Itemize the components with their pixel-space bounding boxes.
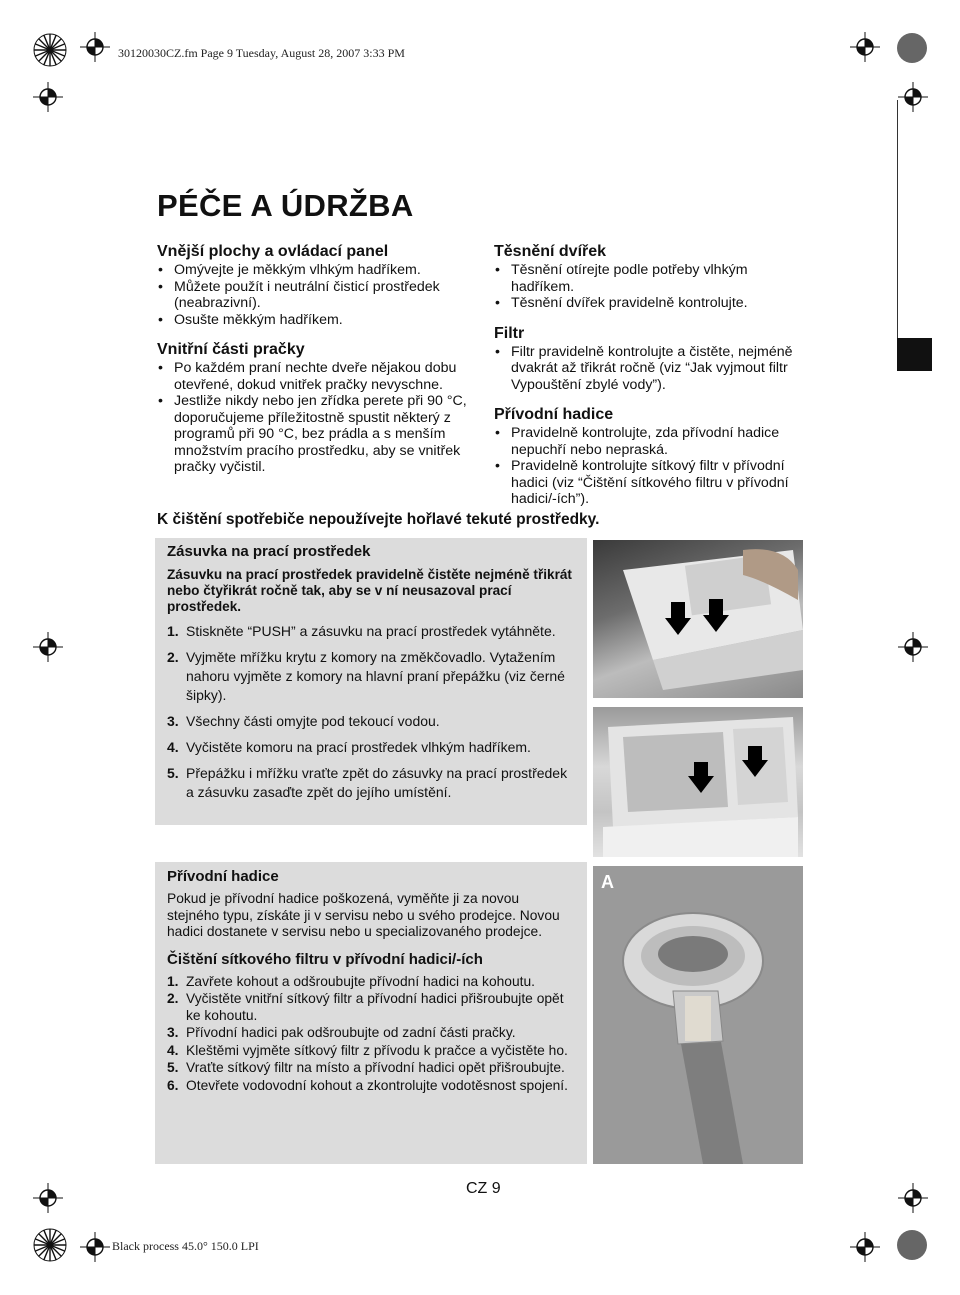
registration-star-icon bbox=[33, 1228, 67, 1262]
step-number: 3. bbox=[167, 713, 179, 729]
step-number: 6. bbox=[167, 1077, 179, 1093]
step-item bbox=[167, 1078, 575, 1095]
crosshair-icon bbox=[898, 1183, 928, 1213]
section-heading: Vnější plochy a ovládací panel bbox=[157, 243, 389, 260]
hose-filter-photo bbox=[593, 866, 803, 1164]
step-number: 5. bbox=[167, 765, 179, 781]
list-item: • Těsnění otírejte podle potřeby vlhkým hadříkem. bbox=[494, 262, 814, 295]
section-interior bbox=[157, 341, 477, 476]
box-lead: Zásuvku na prací prostředek pravidelně čistěte nejméně třikrát nebo čtyřikrát ročně tak, aby se v ní neusazoval prací prostředek. bbox=[167, 567, 572, 614]
detergent-drawer-box bbox=[155, 538, 587, 825]
step-item bbox=[167, 712, 575, 731]
photo-label: A bbox=[601, 872, 614, 892]
step-text: Otevřete vodovodní kohout a zkontrolujte vodotěsnost spojení. bbox=[186, 1077, 568, 1093]
step-item bbox=[167, 1025, 575, 1042]
list-item: • Filtr pravidelně kontrolujte a čistěte, nejméně dvakrát až třikrát ročně (viz “Jak vyjmout filtr Vypouštění zbylé vody”). bbox=[494, 344, 814, 394]
step-text: Vraťte sítkový filtr na místo a přívodní hadici opět přišroubujte. bbox=[186, 1060, 565, 1075]
step-text: Vyčistěte komoru na prací prostředek vlhkým hadříkem. bbox=[186, 739, 531, 755]
section-inlet-hose bbox=[494, 406, 814, 508]
step-number: 2. bbox=[167, 991, 179, 1006]
step-text: Všechny části omyjte pod tekoucí vodou. bbox=[186, 713, 440, 729]
section-heading: Filtr bbox=[494, 324, 525, 342]
step-text: Přívodní hadici pak odšroubujte od zadní části pračky. bbox=[186, 1025, 516, 1040]
inlet-hose-box bbox=[155, 862, 587, 1164]
left-column bbox=[157, 243, 477, 489]
step-number: 5. bbox=[167, 1060, 179, 1075]
step-text: Kleštěmi vyjměte sítkový filtr z přívodu k pračce a vyčistěte ho. bbox=[186, 1042, 568, 1058]
box-paragraph: Pokud je přívodní hadice poškozená, vyměňte ji za novou stejného typu, získáte ji v servisu nebo u svého prodejce. Novou hadici dostanete v servisu nebo u specializovaného prodejce. bbox=[167, 891, 560, 939]
crosshair-icon bbox=[80, 32, 110, 62]
section-filter bbox=[494, 325, 814, 394]
step-item bbox=[167, 738, 575, 757]
section-heading: Těsnění dvířek bbox=[494, 243, 607, 260]
step-text: Přepážku i mřížku vraťte zpět do zásuvky na prací prostředek a zásuvku zasaďte zpět do jejího umístění. bbox=[186, 765, 568, 800]
step-number: 1. bbox=[167, 623, 179, 639]
step-text: Zavřete kohout a odšroubujte přívodní hadici na kohoutu. bbox=[186, 973, 535, 989]
list-item: • Můžete použít i neutrální čisticí prostředek (neabrazivní). bbox=[157, 279, 477, 312]
registration-dot-icon bbox=[897, 33, 927, 63]
step-item bbox=[167, 1043, 575, 1060]
section-door-seal bbox=[494, 243, 814, 312]
list-item: • Jestliže nikdy nebo jen zřídka perete při 90 °C, doporučujeme příležitostně spustit některý z programů při 90 °C, bez prádla a s menším množstvím pracího prostředku, aby se vnitřek pračky vyčistil. bbox=[157, 393, 477, 476]
crosshair-icon bbox=[80, 1232, 110, 1262]
registration-star-icon bbox=[33, 33, 67, 67]
page-title: PÉČE A ÚDRŽBA bbox=[157, 188, 414, 223]
crosshair-icon bbox=[850, 1232, 880, 1262]
list-item: • Omývejte je měkkým vlhkým hadříkem. bbox=[157, 262, 477, 279]
section-exterior bbox=[157, 243, 477, 328]
list-item: • Osušte měkkým hadříkem. bbox=[157, 312, 477, 329]
step-number: 1. bbox=[167, 973, 179, 989]
page-number: CZ 9 bbox=[466, 1180, 501, 1197]
step-number: 4. bbox=[167, 739, 179, 755]
step-item bbox=[167, 974, 575, 991]
thumb-index-bar bbox=[897, 100, 931, 338]
box-heading: Zásuvka na prací prostředek bbox=[167, 543, 371, 560]
section-heading: Přívodní hadice bbox=[494, 406, 614, 423]
step-item bbox=[167, 991, 575, 1024]
step-text: Vyjměte mřížku krytu z komory na změkčovadlo. Vytažením nahoru vyjměte z komory na hlavní praní přepážku (viz černé šipky). bbox=[186, 649, 565, 703]
step-number: 3. bbox=[167, 1025, 179, 1040]
step-item bbox=[167, 764, 575, 802]
print-header: 30120030CZ.fm Page 9 Tuesday, August 28, 2007 3:33 PM bbox=[118, 46, 405, 60]
crosshair-icon bbox=[898, 632, 928, 662]
warning-text: K čištění spotřebiče nepoužívejte hořlavé tekuté prostředky. bbox=[157, 511, 600, 528]
crosshair-icon bbox=[33, 632, 63, 662]
crosshair-icon bbox=[850, 32, 880, 62]
step-item bbox=[167, 622, 575, 641]
list-item: • Po každém praní nechte dveře nějakou dobu otevřené, dokud vnitřek pračky nevyschne. bbox=[157, 360, 477, 393]
registration-dot-icon bbox=[897, 1230, 927, 1260]
step-text: Stiskněte “PUSH” a zásuvku na prací prostředek vytáhněte. bbox=[186, 623, 556, 639]
step-number: 2. bbox=[167, 649, 179, 665]
step-number: 4. bbox=[167, 1042, 179, 1058]
list-item: • Pravidelně kontrolujte, zda přívodní hadice nepuchří nebo nepraská. bbox=[494, 425, 814, 458]
list-item: • Pravidelně kontrolujte sítkový filtr v přívodní hadici (viz “Čištění sítkového filtru v přívodní hadici/-ích”). bbox=[494, 458, 814, 508]
crosshair-icon bbox=[33, 82, 63, 112]
step-text: Vyčistěte vnitřní sítkový filtr a přívodní hadici přišroubujte opět ke kohoutu. bbox=[186, 991, 564, 1023]
thumb-index-tab bbox=[897, 338, 932, 371]
step-item bbox=[167, 1060, 575, 1077]
box-subheading: Čištění sítkového filtru v přívodní hadici/-ích bbox=[167, 950, 483, 968]
crosshair-icon bbox=[33, 1183, 63, 1213]
drawer-photo bbox=[593, 540, 803, 698]
box-heading: Přívodní hadice bbox=[167, 868, 279, 885]
list-item: • Těsnění dvířek pravidelně kontrolujte. bbox=[494, 295, 814, 312]
step-item bbox=[167, 648, 575, 705]
right-column bbox=[494, 243, 814, 521]
print-footer: Black process 45.0° 150.0 LPI bbox=[112, 1239, 259, 1253]
drawer-compartment-photo bbox=[593, 707, 803, 857]
section-heading: Vnitřní části pračky bbox=[157, 341, 305, 358]
